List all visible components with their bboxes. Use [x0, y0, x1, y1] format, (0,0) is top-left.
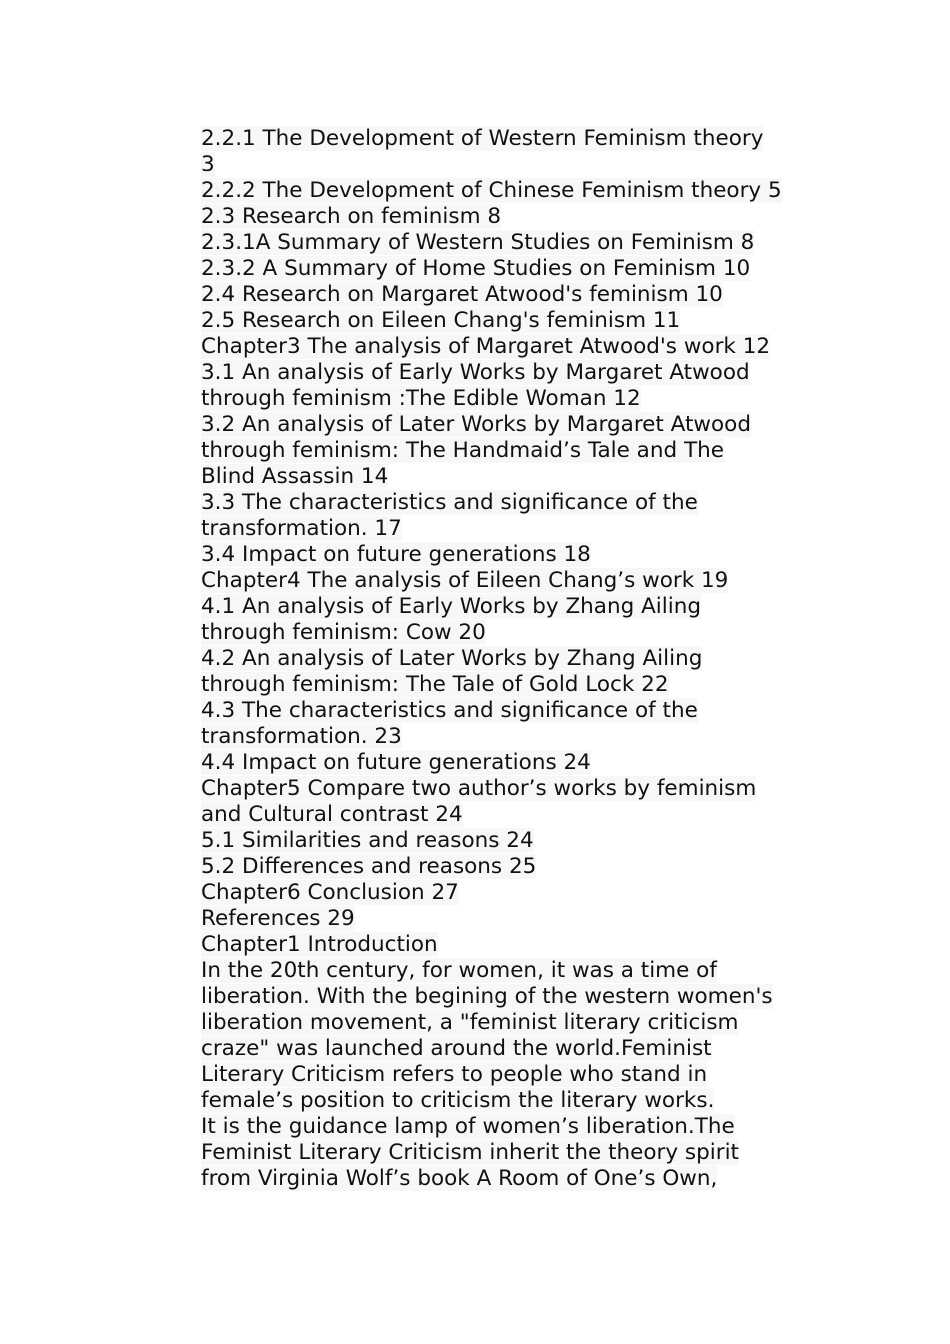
- text-line-content: craze" was launched around the world.Feminist: [201, 1036, 712, 1061]
- text-line: [201, 178, 821, 204]
- text-line: [201, 1166, 821, 1192]
- text-line-content: 2.3.1A Summary of Western Studies on Feminism 8: [201, 230, 755, 255]
- text-line: [201, 230, 821, 256]
- text-line: [201, 386, 821, 412]
- text-line: [201, 204, 821, 230]
- text-line-content: 3.3 The characteristics and significance of the: [201, 490, 698, 515]
- text-line-content: transformation. 17: [201, 516, 402, 541]
- text-line: [201, 282, 821, 308]
- text-line-content: In the 20th century, for women, it was a time of: [201, 958, 717, 983]
- text-line-content: through feminism: Cow 20: [201, 620, 486, 645]
- text-line-content: Blind Assassin 14: [201, 464, 389, 489]
- text-line-content: Literary Criticism refers to people who stand in: [201, 1062, 708, 1087]
- text-line-content: Feminist Literary Criticism inherit the theory spirit: [201, 1140, 739, 1165]
- text-line-content: Chapter1 Introduction: [201, 932, 438, 957]
- text-line-content: 5.1 Similarities and reasons 24: [201, 828, 534, 853]
- text-line-content: through feminism: The Handmaid’s Tale and The: [201, 438, 724, 463]
- text-line-content: 2.5 Research on Eileen Chang's feminism 11: [201, 308, 681, 333]
- text-line-content: 5.2 Differences and reasons 25: [201, 854, 537, 879]
- text-line: [201, 802, 821, 828]
- text-line-content: 4.1 An analysis of Early Works by Zhang Ailing: [201, 594, 701, 619]
- text-line: [201, 516, 821, 542]
- text-line: [201, 412, 821, 438]
- text-line-content: liberation. With the begining of the western women's: [201, 984, 773, 1009]
- text-line: [201, 542, 821, 568]
- text-line: [201, 932, 821, 958]
- text-line-content: References 29: [201, 906, 355, 931]
- text-line: [201, 620, 821, 646]
- text-line-content: 4.4 Impact on future generations 24: [201, 750, 591, 775]
- text-line-content: liberation movement, a "feminist literary criticism: [201, 1010, 739, 1035]
- text-line: [201, 464, 821, 490]
- text-line: [201, 568, 821, 594]
- text-line: [201, 152, 821, 178]
- text-line: [201, 1010, 821, 1036]
- text-line-content: 3.2 An analysis of Later Works by Margaret Atwood: [201, 412, 751, 437]
- text-line: [201, 646, 821, 672]
- text-line: [201, 724, 821, 750]
- text-line: [201, 308, 821, 334]
- text-line-content: 2.3.2 A Summary of Home Studies on Feminism 10: [201, 256, 751, 281]
- text-line: [201, 880, 821, 906]
- text-line-content: 4.2 An analysis of Later Works by Zhang Ailing: [201, 646, 703, 671]
- text-line: [201, 776, 821, 802]
- text-line-content: Chapter6 Conclusion 27: [201, 880, 459, 905]
- text-line-content: transformation. 23: [201, 724, 402, 749]
- text-line: [201, 594, 821, 620]
- text-line: [201, 490, 821, 516]
- text-line: [201, 828, 821, 854]
- text-line-content: Chapter4 The analysis of Eileen Chang’s work 19: [201, 568, 729, 593]
- text-line-content: 2.3 Research on feminism 8: [201, 204, 502, 229]
- text-line-content: Chapter5 Compare two author’s works by feminism: [201, 776, 757, 801]
- text-line: [201, 1062, 821, 1088]
- text-line: [201, 854, 821, 880]
- text-line: [201, 1140, 821, 1166]
- text-line: [201, 1114, 821, 1140]
- text-line-content: 3: [201, 152, 215, 177]
- text-line-content: 2.2.1 The Development of Western Feminism theory: [201, 126, 764, 151]
- text-line: [201, 984, 821, 1010]
- text-line-content: 2.2.2 The Development of Chinese Feminism theory 5: [201, 178, 782, 203]
- text-line: [201, 256, 821, 282]
- text-line-content: female’s position to criticism the literary works.: [201, 1088, 715, 1113]
- text-line-content: and Cultural contrast 24: [201, 802, 463, 827]
- text-line: [201, 906, 821, 932]
- text-line: [201, 750, 821, 776]
- text-line: [201, 698, 821, 724]
- text-line: [201, 334, 821, 360]
- text-line: [201, 126, 821, 152]
- text-line: [201, 438, 821, 464]
- text-line-content: It is the guidance lamp of women’s liberation.The: [201, 1114, 735, 1139]
- text-line-content: 2.4 Research on Margaret Atwood's feminism 10: [201, 282, 723, 307]
- text-line: [201, 360, 821, 386]
- text-line-content: through feminism :The Edible Woman 12: [201, 386, 641, 411]
- text-line-content: through feminism: The Tale of Gold Lock 22: [201, 672, 669, 697]
- text-line-content: Chapter3 The analysis of Margaret Atwood's work 12: [201, 334, 771, 359]
- text-line-content: from Virginia Wolf’s book A Room of One’s Own,: [201, 1166, 718, 1191]
- text-line: [201, 958, 821, 984]
- text-line: [201, 1088, 821, 1114]
- text-line-content: 3.4 Impact on future generations 18: [201, 542, 591, 567]
- text-line: [201, 1036, 821, 1062]
- text-line-content: 4.3 The characteristics and significance of the: [201, 698, 698, 723]
- document-text: [201, 126, 821, 1192]
- text-line-content: 3.1 An analysis of Early Works by Margaret Atwood: [201, 360, 750, 385]
- text-line: [201, 672, 821, 698]
